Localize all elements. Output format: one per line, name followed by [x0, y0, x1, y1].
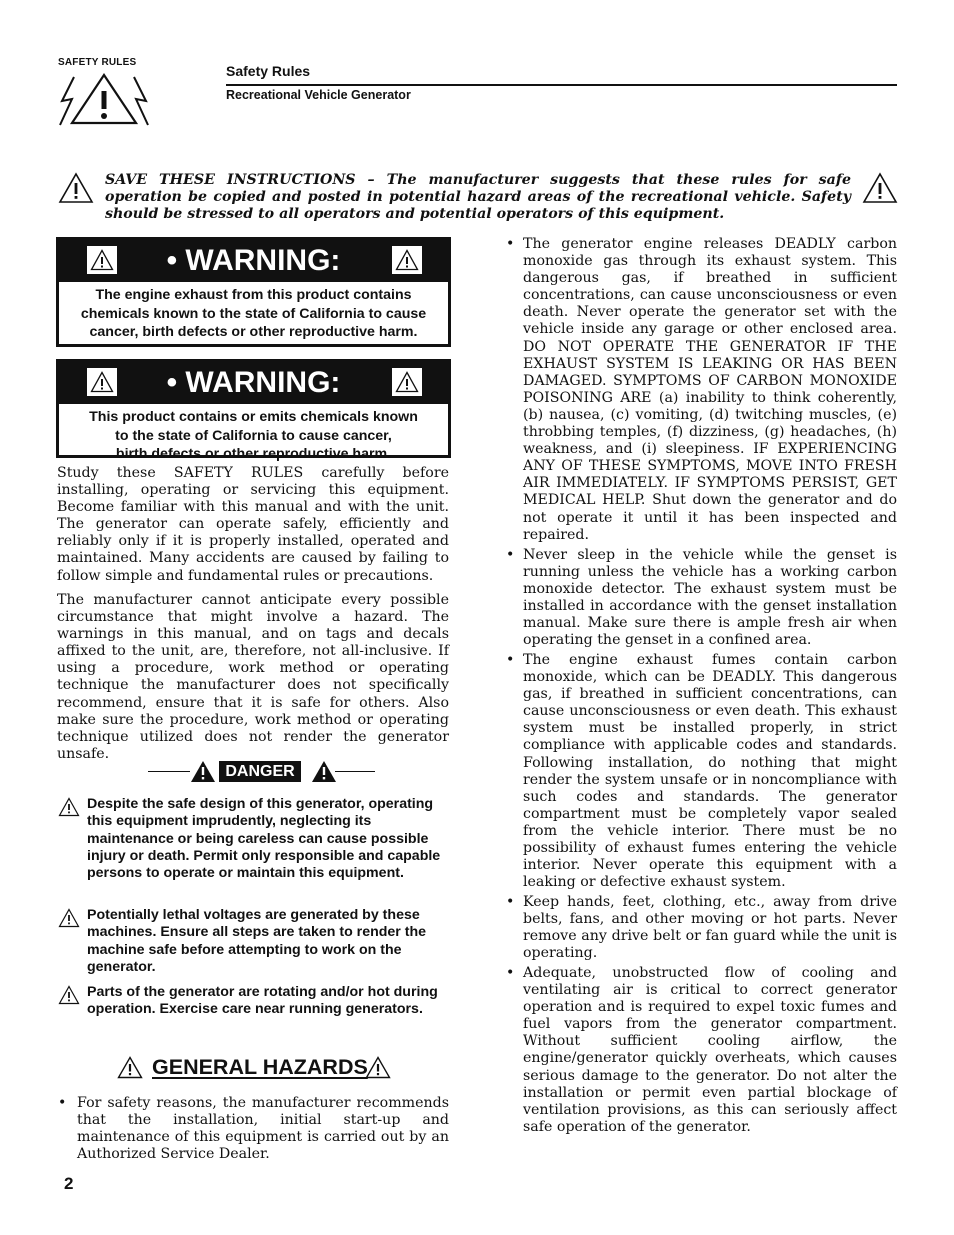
- hazard-text: Keep hands, feet, clothing, etc., away from drive belts, fans, and other moving or hot parts. Never remove any drive belt or fan guard while the unit is operating.: [523, 894, 897, 962]
- safety-rules-logo: [58, 57, 150, 127]
- warning-line: The engine exhaust from this product contains: [95, 287, 412, 303]
- bullet-icon: •: [506, 236, 515, 252]
- danger-triangle-icon: [190, 760, 216, 783]
- divider: [148, 771, 190, 772]
- bullet-icon: •: [506, 894, 515, 910]
- intro-paragraph: The manufacturer cannot anticipate every possible circumstance that might involve a hazard. The warnings in this manual, and on tags and decals affixed to the unit, are, therefore, not all-inclusive. If using a procedure, work method or operating technique the manufacturer does not specifically recommend, ensure that it is safe for others. Also make sure the procedure, work method or operating technique utilized does not render the generator unsafe.: [57, 592, 449, 762]
- danger-item-text: Potentially lethal voltages are generated by these machines. Ensure all steps are taken to render the machine safe before attempting to work on the generator.: [87, 907, 427, 975]
- bullet-icon: •: [506, 652, 515, 668]
- hazard-text: For safety reasons, the manufacturer recommends that the installation, initial start-up and maintenance of this equipment is carried out by an Authorized Service Dealer.: [77, 1095, 449, 1163]
- warning-triangle-icon: [58, 908, 80, 928]
- bullet-icon: •: [506, 547, 515, 563]
- warning-triangle-icon: [392, 368, 422, 396]
- warning-text: [59, 404, 448, 470]
- warning-header: [59, 240, 448, 282]
- warning-title: • WARNING:: [166, 366, 341, 399]
- warning-title: • WARNING:: [166, 244, 341, 277]
- general-hazards-heading: GENERAL HAZARDS: [152, 1055, 368, 1079]
- warning-triangle-icon: [365, 1056, 391, 1079]
- divider: [335, 771, 375, 772]
- bullet-icon: •: [58, 1095, 67, 1111]
- danger-triangle-icon: [311, 760, 337, 783]
- header-rule: [226, 84, 897, 86]
- hazard-text: Never sleep in the vehicle while the genset is running unless the vehicle has a working carbon monoxide detector. The exhaust system must be installed in accordance with the genset installation manual. Make sure there is ample fresh air when operating the genset in a confined area.: [523, 547, 897, 649]
- warning-triangle-icon: [58, 172, 94, 204]
- warning-box: [56, 359, 451, 463]
- warning-line: chemicals known to the state of California to cause: [80, 305, 427, 322]
- warning-triangle-icon: [117, 1056, 143, 1079]
- bullet-icon: •: [506, 965, 515, 981]
- page-number: 2: [64, 1174, 74, 1193]
- page-header-title: Safety Rules: [226, 63, 311, 79]
- page-header-subtitle: Recreational Vehicle Generator: [226, 88, 411, 102]
- hazard-text: Adequate, unobstructed flow of cooling and ventilating air is critical to correct generator operation and is required to expel toxic fumes and fuel vapors from the generator compartment. Without sufficient cooling airflow, the engine/generator quickly overheats, which causes serious damage to the generator. Do not alter the installation or permit even partial blockage of ventilation provisions, as this can seriously affect safe operation of the generator.: [523, 965, 897, 1135]
- warning-line: to the state of California to cause cancer,: [115, 427, 392, 444]
- danger-item-text: Parts of the generator are rotating and/or hot during operation. Exercise care near running generators.: [87, 984, 438, 1018]
- save-instructions-notice: SAVE THESE INSTRUCTIONS – The manufacturer suggests that these rules for safe operation be copied and posted in potential hazard areas of the recreational vehicle. Safety should be stressed to all operators and potential operators of this equipment.: [105, 172, 851, 222]
- warning-triangle-icon: [58, 985, 80, 1005]
- danger-label: DANGER: [219, 761, 301, 782]
- lightning-warning-icon: [58, 71, 150, 127]
- warning-triangle-icon: [58, 797, 80, 817]
- logo-label: SAFETY RULES: [58, 57, 137, 68]
- warning-triangle-icon: [862, 172, 898, 204]
- warning-text: [59, 282, 448, 348]
- intro-paragraph: Study these SAFETY RULES carefully before installing, operating or servicing this equipment. Become familiar with this manual and with the unit. The generator can operate safely, efficiently and reliably only if it is properly installed, operated and maintained. Many accidents are caused by failing to follow simple and fundamental rules or precautions.: [57, 465, 449, 584]
- warning-triangle-icon: [392, 246, 422, 274]
- warning-line: cancer, birth defects or other reproductive harm.: [89, 324, 418, 341]
- warning-line: This product contains or emits chemicals known: [89, 409, 418, 425]
- danger-item-text: Despite the safe design of this generator, operating this equipment imprudently, neglecting its maintenance or being careless can cause possible injury or death. Permit only responsible and capable persons to operate or maintain this equipment.: [87, 796, 441, 882]
- warning-box: [56, 237, 451, 347]
- warning-header: [59, 362, 448, 404]
- warning-line: birth defects or other reproductive harm.: [115, 446, 392, 463]
- hazard-text: The generator engine releases DEADLY carbon monoxide gas through its exhaust system. This dangerous gas, if breathed in sufficient concentrations, can cause unconsciousness or even death. Never operate the generator set with the vehicle inside any garage or other enclosed area. DO NOT OPERATE THE GENERATOR IF THE EXHAUST SYSTEM IS LEAKING OR HAS BEEN DAMAGED. SYMPTOMS OF CARBON MONOXIDE POISONING ARE (a) inability to think coherently, (b) nausea, (c) vomiting, (d) twitching muscles, (e) throbbing temples, (f) dizziness, (g) headaches, (h) weakness, and (i) sleepiness. IF EXPERIENCING ANY OF THESE SYMPTOMS, MOVE INTO FRESH AIR IMMEDIATELY. IF SYMPTOMS PERSIST, GET MEDICAL HELP. Shut down the generator and do not operate it until it has been inspected and repaired.: [523, 236, 897, 543]
- hazard-text: The engine exhaust fumes contain carbon monoxide, which can be DEADLY. This dangerous gas, if breathed in sufficient concentrations, can cause unconsciousness or even death. This exhaust system must be installed properly, in strict compliance with applicable codes and standards. Following installation, do nothing that might render the system unsafe or in noncompliance with such codes and standards. The generator compartment must be completely vapor sealed from the vehicle interior. There must be no possibility of exhaust fumes entering the vehicle interior. Never operate this equipment with a leaking or defective exhaust system.: [523, 652, 897, 891]
